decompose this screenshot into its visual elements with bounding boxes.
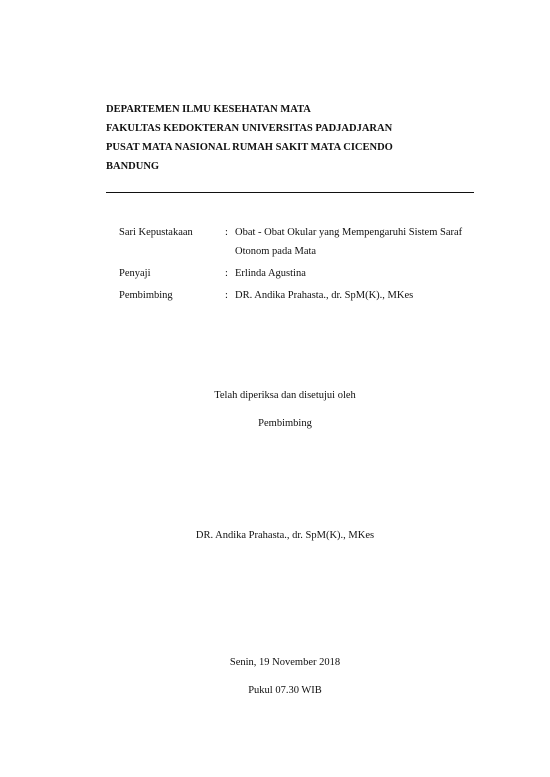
info-row-topic [119, 223, 475, 261]
info-value: Obat - Obat Okular yang Mempengaruhi Sistem Saraf Otonom pada Mata [235, 227, 463, 257]
info-colon: : [225, 290, 228, 301]
city-name: BANDUNG [106, 161, 160, 172]
faculty-name: FAKULTAS KEDOKTERAN UNIVERSITAS PADJADJARAN [106, 123, 393, 134]
info-label: Pembimbing [119, 290, 173, 301]
info-label: Sari Kepustakaan [119, 227, 193, 238]
department-name: DEPARTEMEN ILMU KESEHATAN MATA [106, 104, 311, 115]
info-row-supervisor [119, 286, 475, 305]
presentation-date: Senin, 19 November 2018 [229, 657, 341, 668]
info-label: Penyaji [119, 268, 151, 279]
info-value: DR. Andika Prahasta., dr. SpM(K)., MKes [235, 290, 414, 301]
header-divider [106, 192, 474, 193]
approval-role: Pembimbing [258, 418, 312, 429]
signer-name: DR. Andika Prahasta., dr. SpM(K)., MKes [195, 530, 375, 541]
info-colon: : [225, 268, 228, 279]
hospital-name: PUSAT MATA NASIONAL RUMAH SAKIT MATA CICENDO [106, 142, 393, 153]
info-colon: : [225, 227, 228, 238]
info-table [119, 223, 475, 308]
institution-header [106, 100, 393, 176]
approval-statement: Telah diperiksa dan disetujui oleh [214, 390, 356, 401]
info-row-presenter [119, 264, 475, 283]
info-value: Erlinda Agustina [235, 268, 306, 279]
presentation-time: Pukul 07.30 WIB [248, 685, 322, 696]
